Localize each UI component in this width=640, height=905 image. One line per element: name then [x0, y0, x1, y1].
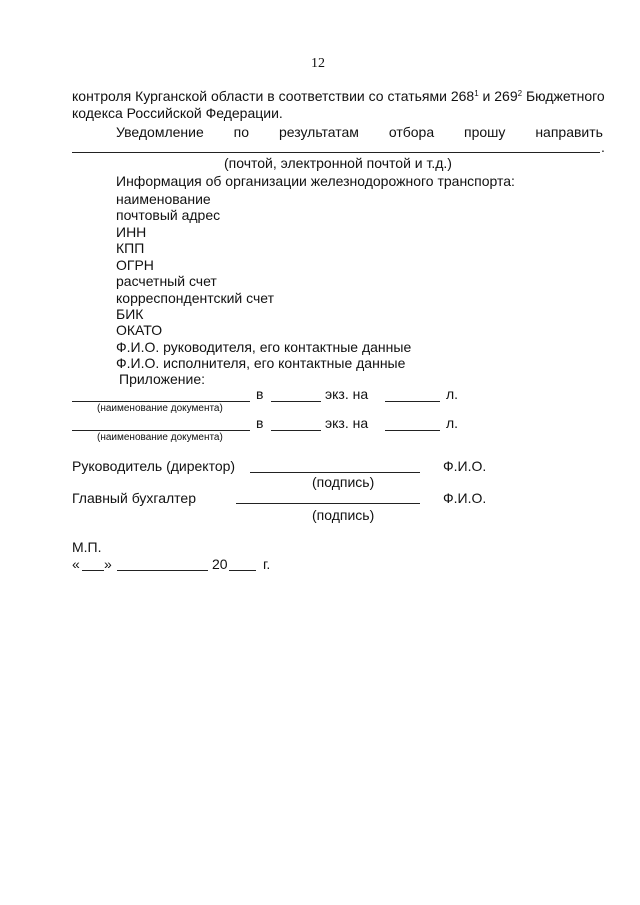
info-item-settlement-account: расчетный счет	[116, 273, 217, 289]
date-open-quote: «	[72, 556, 80, 572]
info-item-name: наименование	[116, 191, 211, 207]
delivery-method-field[interactable]	[72, 152, 600, 153]
info-item-postal-address: почтовый адрес	[116, 207, 221, 223]
attachment-2-in: в	[256, 415, 264, 431]
info-item-director-contacts: Ф.И.О. руководителя, его контактные данные	[116, 339, 412, 355]
stamp-label: М.П.	[72, 539, 102, 555]
date-year-field[interactable]	[229, 570, 256, 571]
info-item-correspondent-account: корреспондентский счет	[116, 290, 274, 306]
notice-word: Уведомление	[116, 124, 204, 140]
attachment-1-copies-field[interactable]	[271, 401, 321, 402]
info-item-kpp: КПП	[116, 240, 145, 256]
intro-line-2: кодекса Российской Федерации.	[72, 105, 283, 121]
info-item-inn: ИНН	[116, 224, 147, 240]
intro-text-part-3: Бюджетного	[522, 88, 605, 104]
date-day-field[interactable]	[82, 570, 104, 571]
intro-text-part-2: и 269	[478, 88, 518, 104]
attachment-2-sheets-field[interactable]	[385, 430, 440, 431]
attachment-1-in: в	[256, 386, 264, 402]
accountant-signature-field[interactable]	[236, 503, 420, 504]
attachment-heading: Приложение:	[119, 371, 206, 387]
page-number: 12	[311, 56, 325, 71]
info-heading: Информация об организации железнодорожного транспорта:	[116, 173, 515, 189]
line-end-period: .	[601, 139, 605, 155]
info-item-bik: БИК	[116, 306, 144, 322]
accountant-fio-label: Ф.И.О.	[443, 490, 487, 506]
accountant-label: Главный бухгалтер	[72, 490, 196, 506]
delivery-hint: (почтой, электронной почтой и т.д.)	[224, 155, 452, 171]
director-sign-hint: (подпись)	[312, 474, 375, 490]
footnote-2: 2	[517, 89, 523, 98]
attachment-1-copies-label: экз. на	[325, 386, 369, 402]
notice-word: отбора	[388, 124, 435, 140]
notice-word: по	[233, 124, 250, 140]
attachment-2-doc-hint: (наименование документа)	[97, 432, 223, 443]
director-signature-field[interactable]	[250, 472, 420, 473]
intro-line-1	[72, 88, 605, 104]
info-item-okato: ОКАТО	[116, 322, 163, 338]
attachment-2-sheets-label: л.	[446, 415, 459, 431]
attachment-2-copies-label: экз. на	[325, 415, 369, 431]
info-item-ogrn: ОГРН	[116, 257, 154, 273]
accountant-sign-hint: (подпись)	[312, 507, 375, 523]
notice-line	[116, 124, 603, 140]
date-century: 20	[212, 556, 228, 572]
info-item-executor-contacts: Ф.И.О. исполнителя, его контактные данные	[116, 355, 406, 371]
date-close-quote: »	[104, 556, 112, 572]
attachment-1-sheets-label: л.	[446, 386, 459, 402]
notice-word: прошу	[464, 124, 506, 140]
attachment-1-sheets-field[interactable]	[385, 401, 440, 402]
notice-word: результатам	[278, 124, 359, 140]
attachment-1-doc-hint: (наименование документа)	[97, 403, 223, 414]
date-year-suffix: г.	[263, 556, 271, 572]
footnote-1: 1	[474, 89, 479, 98]
attachment-1-doc-field[interactable]	[72, 401, 250, 402]
attachment-2-copies-field[interactable]	[271, 430, 321, 431]
director-label: Руководитель (директор)	[72, 458, 236, 474]
intro-text-part-1: контроля Курганской области в соответствии со статьями 268	[72, 88, 475, 104]
director-fio-label: Ф.И.О.	[443, 458, 487, 474]
notice-word: направить	[535, 124, 603, 140]
attachment-2-doc-field[interactable]	[72, 430, 250, 431]
date-month-field[interactable]	[117, 570, 208, 571]
